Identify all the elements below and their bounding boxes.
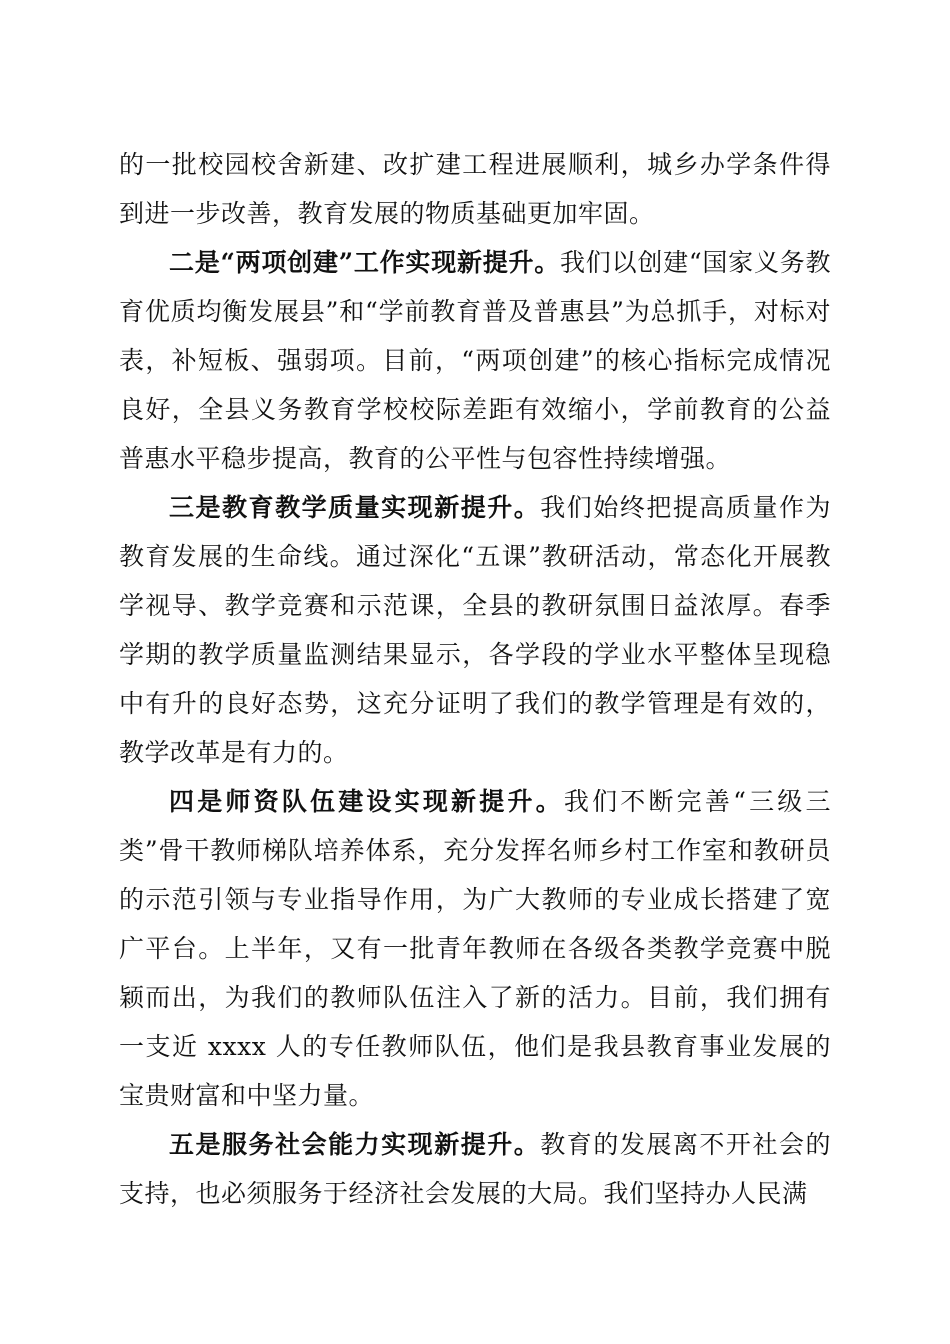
paragraph-item-3: [119, 483, 831, 777]
paragraph-text: 的一批校园校舍新建、改扩建工程进展顺利，城乡办学条件得到进一步改善，教育发展的物质基础更加牢固。: [119, 150, 831, 228]
paragraph-lead: 四是师资队伍建设实现新提升。: [169, 787, 564, 816]
paragraph-item-5: [119, 1120, 831, 1218]
paragraph-item-2: [119, 238, 831, 483]
paragraph-lead: 三是教育教学质量实现新提升。: [169, 493, 541, 522]
paragraph-lead: 五是服务社会能力实现新提升。: [169, 1130, 541, 1159]
paragraph-continuation: [119, 140, 831, 238]
paragraph-text: 我们以创建“国家义务教育优质均衡发展县”和“学前教育普及普惠县”为总抓手，对标对表，补短板、强弱项。目前，“两项创建”的核心指标完成情况良好，全县义务教育学校校际差距有效缩小，学前教育的公益普惠水平稳步提高，教育的公平性与包容性持续增强。: [119, 248, 831, 473]
paragraph-lead: 二是“两项创建”工作实现新提升。: [169, 248, 561, 277]
paragraph-text: 我们始终把提高质量作为教育发展的生命线。通过深化“五课”教研活动，常态化开展教学视导、教学竞赛和示范课，全县的教研氛围日益浓厚。春季学期的教学质量监测结果显示，各学段的学业水平整体呈现稳中有升的良好态势，这充分证明了我们的教学管理是有效的，教学改革是有力的。: [119, 493, 831, 767]
paragraph-item-4: [119, 777, 831, 1120]
paragraph-text: 教育的发展离不开社会的支持，也必须服务于经济社会发展的大局。我们坚持办人民满: [119, 1130, 831, 1208]
document-body: [119, 140, 831, 1218]
paragraph-text: 我们不断完善“三级三类”骨干教师梯队培养体系，充分发挥名师乡村工作室和教研员的示范引领与专业指导作用，为广大教师的专业成长搭建了宽广平台。上半年，又有一批青年教师在各级各类教学竞赛中脱颖而出，为我们的教师队伍注入了新的活力。目前，我们拥有一支近 xxxx 人的专任教师队伍，他们是我县教育事业发展的宝贵财富和中坚力量。: [119, 787, 831, 1110]
